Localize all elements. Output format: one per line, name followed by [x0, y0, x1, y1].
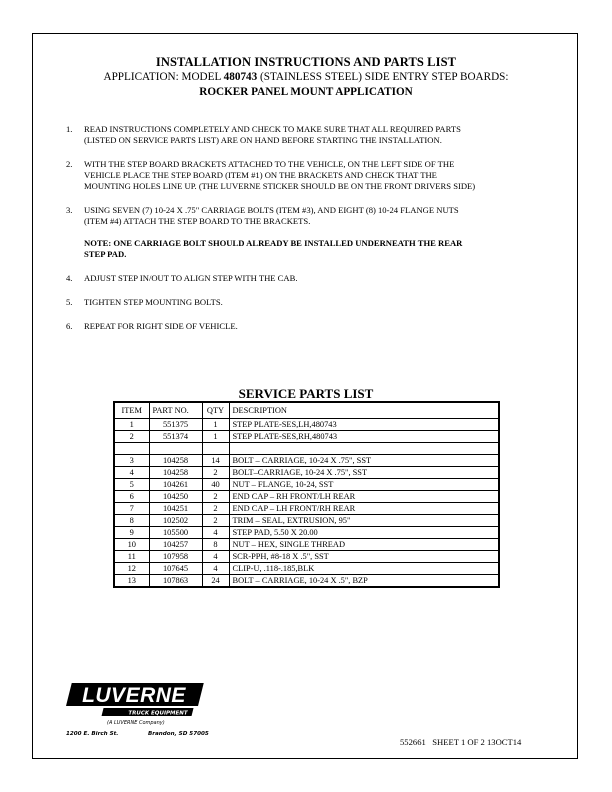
step-3 — [66, 205, 546, 227]
step-text-line: WITH THE STEP BOARD BRACKETS ATTACHED TO THE VEHICLE, ON THE LEFT SIDE OF THE — [84, 159, 455, 169]
step-text-line: USING SEVEN (7) 10-24 X .75" CARRIAGE BOLTS (ITEM #3), AND EIGHT (8) 10-24 FLANGE NUTS — [84, 205, 459, 215]
company-line: (A LUVERNE Company) — [107, 720, 165, 726]
table-row — [114, 419, 499, 431]
cell-qty: 40 — [202, 479, 229, 491]
city-address: Brandon, SD 57005 — [148, 731, 209, 737]
parts-table — [113, 401, 500, 588]
table-row — [114, 491, 499, 503]
step-text-line: REPEAT FOR RIGHT SIDE OF VEHICLE. — [84, 321, 238, 331]
cell-part-no: 104251 — [149, 503, 202, 515]
step-4 — [66, 273, 546, 284]
cell-item: 11 — [114, 551, 149, 563]
cell-description: BOLT – CARRIAGE, 10-24 X .5", BZP — [229, 575, 499, 588]
cell-item: 2 — [114, 431, 149, 443]
step-text-line: (LISTED ON SERVICE PARTS LIST) ARE ON HAND BEFORE STARTING THE INSTALLATION. — [84, 135, 442, 145]
cell-part-no: 102502 — [149, 515, 202, 527]
cell-qty: 2 — [202, 503, 229, 515]
luverne-logo — [64, 682, 206, 718]
table-row — [114, 527, 499, 539]
cell-item: 13 — [114, 575, 149, 588]
application-suffix: (STAINLESS STEEL) SIDE ENTRY STEP BOARDS: — [257, 71, 509, 83]
cell-part-no — [149, 443, 202, 455]
note-line: STEP PAD. — [84, 249, 127, 259]
cell-qty — [202, 443, 229, 455]
cell-description: NUT – FLANGE, 10-24, SST — [229, 479, 499, 491]
cell-qty: 2 — [202, 467, 229, 479]
cell-item: 8 — [114, 515, 149, 527]
parts-table-body — [114, 419, 499, 588]
step-text-line: ADJUST STEP IN/OUT TO ALIGN STEP WITH THE CAB. — [84, 273, 298, 283]
table-row — [114, 575, 499, 588]
table-row — [114, 431, 499, 443]
table-row — [114, 515, 499, 527]
table-row — [114, 455, 499, 467]
cell-qty: 4 — [202, 527, 229, 539]
cell-qty: 2 — [202, 491, 229, 503]
cell-description: CLIP-U, .118-.185,BLK — [229, 563, 499, 575]
step-text-line: READ INSTRUCTIONS COMPLETELY AND CHECK TO MAKE SURE THAT ALL REQUIRED PARTS — [84, 124, 461, 134]
step-5 — [66, 297, 546, 308]
table-row — [114, 563, 499, 575]
step-number: 5. — [66, 297, 73, 307]
column-header-description: DESCRIPTION — [229, 402, 499, 419]
cell-description: STEP PLATE-SES,LH,480743 — [229, 419, 499, 431]
step-text-line: MOUNTING HOLES LINE UP. (THE LUVERNE STICKER SHOULD BE ON THE FRONT DRIVERS SIDE) — [84, 181, 476, 191]
cell-item: 6 — [114, 491, 149, 503]
cell-item: 9 — [114, 527, 149, 539]
step-number: 4. — [66, 273, 73, 283]
logo-tagline: TRUCK EQUIPMENT — [128, 710, 188, 717]
step-6 — [66, 321, 546, 332]
table-row — [114, 551, 499, 563]
cell-item: 5 — [114, 479, 149, 491]
cell-description: END CAP – LH FRONT/RH REAR — [229, 503, 499, 515]
step-number: 2. — [66, 159, 73, 169]
cell-qty: 4 — [202, 563, 229, 575]
step-2 — [66, 159, 546, 192]
document-title: INSTALLATION INSTRUCTIONS AND PARTS LIST — [155, 55, 457, 69]
step-text-line: (ITEM #4) ATTACH THE STEP BOARD TO THE BRACKETS. — [84, 216, 311, 226]
application-line — [0, 71, 612, 83]
note-line: NOTE: ONE CARRIAGE BOLT SHOULD ALREADY BE INSTALLED UNDERNEATH THE REAR — [84, 238, 463, 248]
cell-part-no: 551375 — [149, 419, 202, 431]
cell-qty: 8 — [202, 539, 229, 551]
cell-description: STEP PLATE-SES,RH,480743 — [229, 431, 499, 443]
cell-qty: 24 — [202, 575, 229, 588]
cell-description — [229, 443, 499, 455]
step-text-line: TIGHTEN STEP MOUNTING BOLTS. — [84, 297, 223, 307]
step-number: 3. — [66, 205, 73, 215]
cell-item: 12 — [114, 563, 149, 575]
table-row — [114, 443, 499, 455]
cell-item: 1 — [114, 419, 149, 431]
cell-description: BOLT – CARRIAGE, 10-24 X .75", SST — [229, 455, 499, 467]
cell-part-no: 104261 — [149, 479, 202, 491]
instruction-steps — [66, 124, 546, 345]
cell-description: NUT – HEX, SINGLE THREAD — [229, 539, 499, 551]
cell-description: BOLT–CARRIAGE, 10-24 X .75", SST — [229, 467, 499, 479]
cell-description: END CAP – RH FRONT/LH REAR — [229, 491, 499, 503]
column-header-qty: QTY — [202, 402, 229, 419]
cell-qty: 14 — [202, 455, 229, 467]
mount-application: ROCKER PANEL MOUNT APPLICATION — [199, 86, 413, 98]
parts-list-title: SERVICE PARTS LIST — [238, 386, 374, 401]
step-number: 6. — [66, 321, 73, 331]
step-number: 1. — [66, 124, 73, 134]
table-row — [114, 539, 499, 551]
table-row — [114, 503, 499, 515]
cell-part-no: 104257 — [149, 539, 202, 551]
step-text-line: VEHICLE PLACE THE STEP BOARD (ITEM #1) ON THE BRACKETS AND CHECK THAT THE — [84, 170, 437, 180]
cell-qty: 4 — [202, 551, 229, 563]
cell-item — [114, 443, 149, 455]
cell-part-no: 104258 — [149, 467, 202, 479]
model-number: 480743 — [223, 71, 258, 83]
cell-item: 7 — [114, 503, 149, 515]
cell-part-no: 107645 — [149, 563, 202, 575]
table-row — [114, 479, 499, 491]
note — [66, 238, 546, 260]
cell-part-no: 104250 — [149, 491, 202, 503]
cell-part-no: 107958 — [149, 551, 202, 563]
cell-part-no: 551374 — [149, 431, 202, 443]
cell-part-no: 104258 — [149, 455, 202, 467]
cell-item: 3 — [114, 455, 149, 467]
sheet-info: 552661 SHEET 1 OF 2 13OCT14 — [400, 737, 522, 747]
cell-item: 10 — [114, 539, 149, 551]
cell-description: SCR-PPH, #8-18 X .5", SST — [229, 551, 499, 563]
step-1 — [66, 124, 546, 146]
column-header-part-no: PART NO. — [149, 402, 202, 419]
cell-part-no: 107863 — [149, 575, 202, 588]
cell-description: STEP PAD, 5.50 X 20.00 — [229, 527, 499, 539]
application-prefix: APPLICATION: MODEL — [103, 71, 224, 83]
table-row — [114, 467, 499, 479]
table-header-row — [114, 402, 499, 419]
cell-qty: 2 — [202, 515, 229, 527]
column-header-item: ITEM — [114, 402, 149, 419]
cell-part-no: 105500 — [149, 527, 202, 539]
cell-item: 4 — [114, 467, 149, 479]
cell-qty: 1 — [202, 431, 229, 443]
logo-text: LUVERNE — [82, 684, 186, 707]
cell-description: TRIM – SEAL, EXTRUSION, 95" — [229, 515, 499, 527]
street-address: 1200 E. Birch St. — [66, 731, 119, 737]
cell-qty: 1 — [202, 419, 229, 431]
